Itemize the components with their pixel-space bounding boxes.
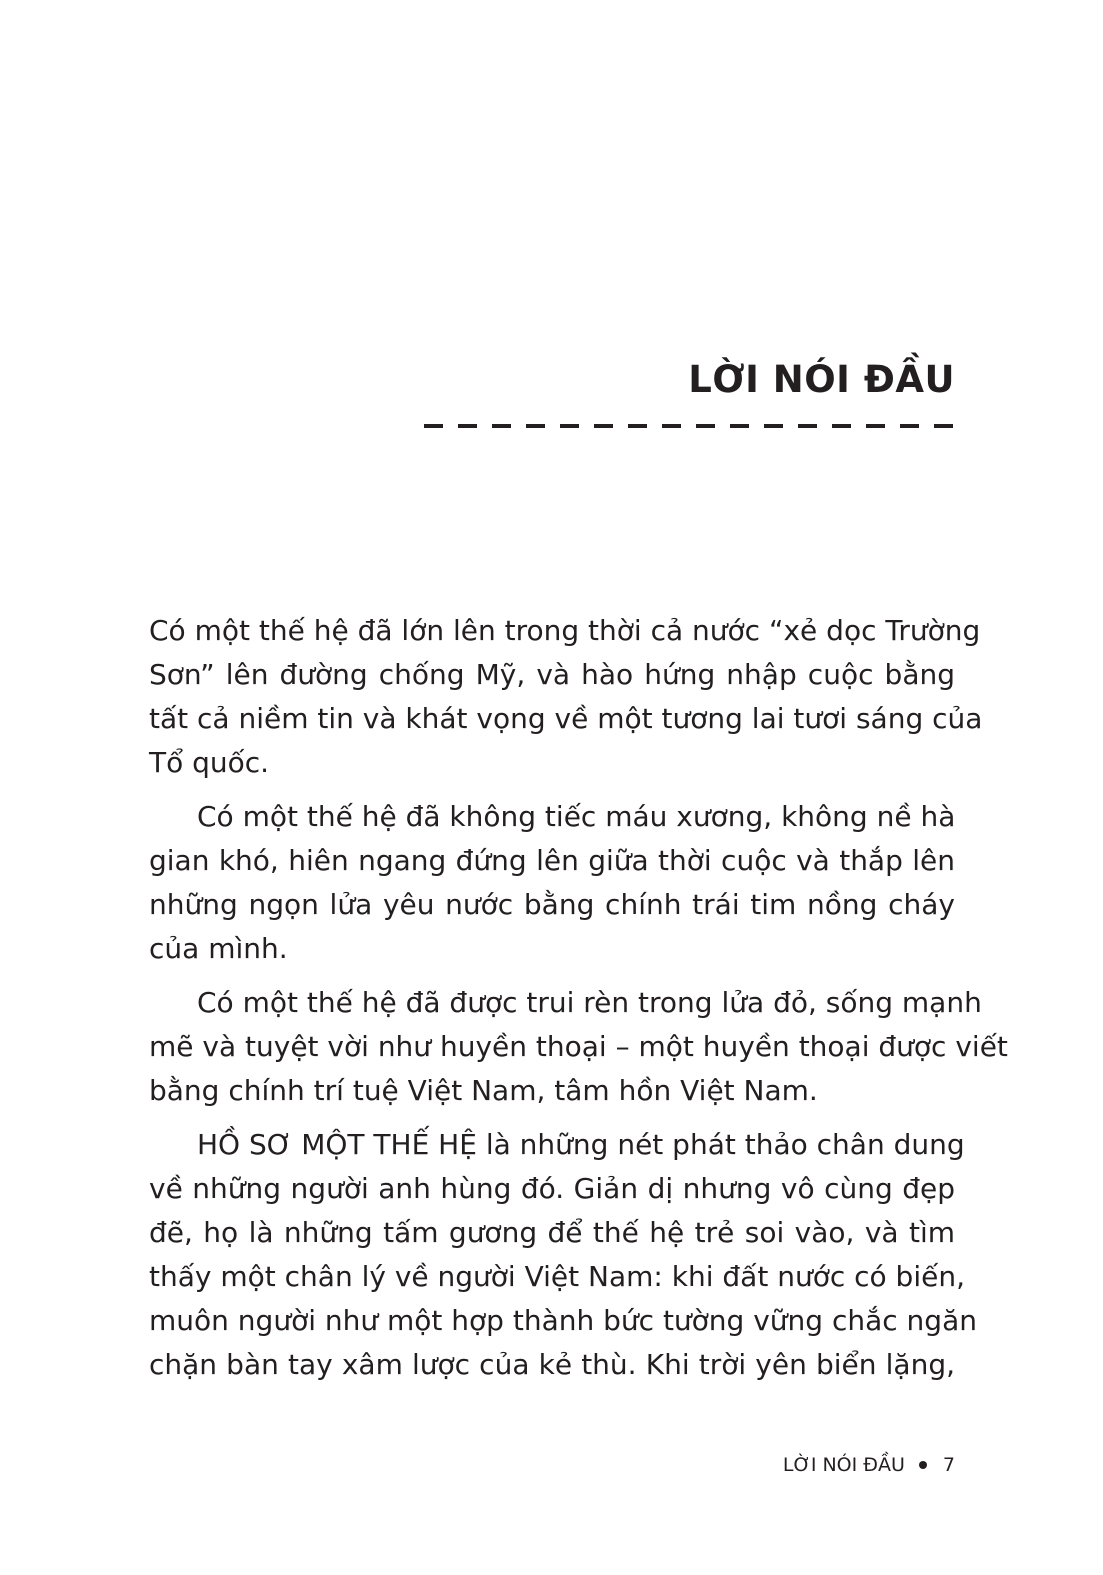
paragraph-line: những ngọn lửa yêu nước bằng chính trái tim nồng cháy [149,888,955,921]
chapter-title: LỜI NÓI ĐẦU [688,358,955,401]
paragraph-line: thấy một chân lý về người Việt Nam: khi đất nước có biến, [149,1260,965,1293]
paragraph-line: về những người anh hùng đó. Giản dị nhưng vô cùng đẹp [149,1172,955,1205]
paragraph-1 [149,609,983,785]
bullet-separator-icon [919,1461,927,1469]
paragraph-line: Có một thế hệ đã lớn lên trong thời cả nước “xẻ dọc Trường [149,614,981,647]
paragraph-line: bằng chính trí tuệ Việt Nam, tâm hồn Việt Nam. [149,1074,818,1107]
paragraph-line: Có một thế hệ đã không tiếc máu xương, không nề hà [197,800,956,833]
paragraph-line: muôn người như một hợp thành bức tường vững chắc ngăn [149,1304,977,1337]
running-footer [783,1452,955,1478]
paragraph-line: Sơn” lên đường chống Mỹ, và hào hứng nhập cuộc bằng [149,658,955,691]
paragraph-line: tất cả niềm tin và khát vọng về một tương lai tươi sáng của [149,702,983,735]
paragraph-line: Tổ quốc. [149,746,270,779]
paragraph-line: Có một thế hệ đã được trui rèn trong lửa đỏ, sống mạnh [197,986,982,1019]
page-number: 7 [942,1454,955,1476]
paragraph-line: HỒ SƠ MỘT THẾ HỆ là những nét phát thảo chân dung [197,1128,965,1161]
body-text [149,609,1008,1397]
paragraph-3 [149,981,1008,1113]
paragraph-2 [149,795,955,971]
footer-running-title: LỜI NÓI ĐẦU [782,1454,905,1476]
paragraph-4 [149,1123,977,1387]
paragraph-line: đẽ, họ là những tấm gương để thế hệ trẻ soi vào, và tìm [149,1216,955,1249]
paragraph-line: gian khó, hiên ngang đứng lên giữa thời cuộc và thắp lên [149,844,955,877]
paragraph-line: mẽ và tuyệt vời như huyền thoại – một huyền thoại được viết [149,1030,1008,1063]
paragraph-line: chặn bàn tay xâm lược của kẻ thù. Khi trời yên biển lặng, [149,1348,955,1381]
title-dashed-rule [424,424,955,428]
paragraph-line: của mình. [149,932,288,965]
